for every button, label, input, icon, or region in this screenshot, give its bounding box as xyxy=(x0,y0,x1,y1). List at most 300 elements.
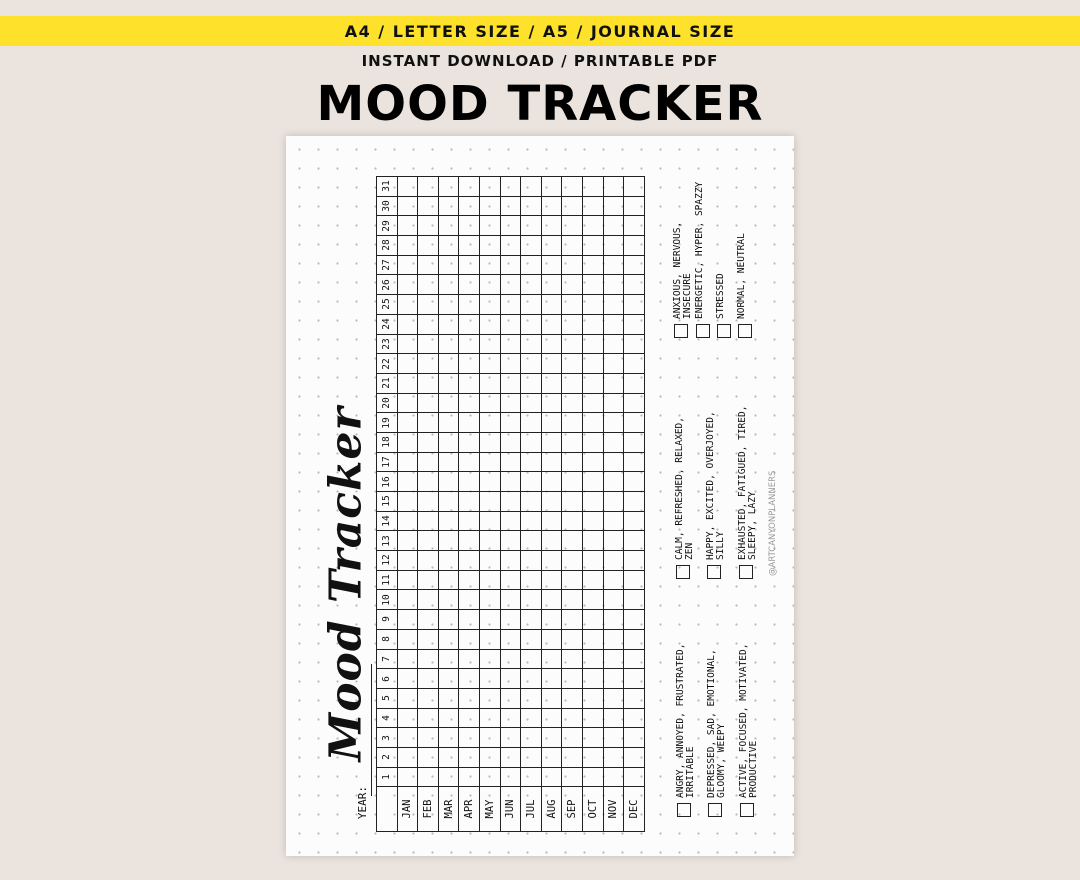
mood-cell[interactable] xyxy=(541,452,562,472)
mood-cell[interactable] xyxy=(582,295,603,315)
mood-cell[interactable] xyxy=(418,688,439,708)
mood-cell[interactable] xyxy=(582,452,603,472)
mood-cell[interactable] xyxy=(521,432,542,452)
mood-cell[interactable] xyxy=(624,452,645,472)
mood-cell[interactable] xyxy=(479,373,500,393)
mood-cell[interactable] xyxy=(562,196,583,216)
mood-cell[interactable] xyxy=(541,708,562,728)
mood-cell[interactable] xyxy=(418,590,439,610)
mood-cell[interactable] xyxy=(479,177,500,197)
mood-cell[interactable] xyxy=(418,610,439,630)
mood-cell[interactable] xyxy=(582,236,603,256)
mood-cell[interactable] xyxy=(438,688,459,708)
mood-checkbox[interactable] xyxy=(738,324,752,338)
mood-cell[interactable] xyxy=(541,413,562,433)
mood-cell[interactable] xyxy=(541,314,562,334)
mood-cell[interactable] xyxy=(582,314,603,334)
mood-cell[interactable] xyxy=(541,275,562,295)
mood-cell[interactable] xyxy=(479,393,500,413)
mood-cell[interactable] xyxy=(418,354,439,374)
mood-cell[interactable] xyxy=(521,452,542,472)
mood-cell[interactable] xyxy=(582,216,603,236)
mood-checkbox[interactable] xyxy=(696,324,710,338)
mood-cell[interactable] xyxy=(562,432,583,452)
mood-cell[interactable] xyxy=(603,590,624,610)
mood-cell[interactable] xyxy=(438,275,459,295)
mood-cell[interactable] xyxy=(418,551,439,571)
mood-cell[interactable] xyxy=(479,531,500,551)
mood-cell[interactable] xyxy=(521,767,542,787)
mood-cell[interactable] xyxy=(500,629,521,649)
mood-cell[interactable] xyxy=(397,354,418,374)
mood-cell[interactable] xyxy=(500,767,521,787)
mood-cell[interactable] xyxy=(418,629,439,649)
mood-cell[interactable] xyxy=(603,413,624,433)
mood-cell[interactable] xyxy=(459,432,480,452)
mood-cell[interactable] xyxy=(541,432,562,452)
mood-cell[interactable] xyxy=(459,669,480,689)
mood-cell[interactable] xyxy=(562,177,583,197)
mood-cell[interactable] xyxy=(624,432,645,452)
mood-cell[interactable] xyxy=(438,531,459,551)
mood-cell[interactable] xyxy=(459,610,480,630)
mood-cell[interactable] xyxy=(582,373,603,393)
mood-cell[interactable] xyxy=(603,708,624,728)
mood-checkbox[interactable] xyxy=(707,565,721,579)
mood-cell[interactable] xyxy=(562,255,583,275)
mood-cell[interactable] xyxy=(624,747,645,767)
mood-cell[interactable] xyxy=(603,314,624,334)
mood-cell[interactable] xyxy=(541,472,562,492)
mood-cell[interactable] xyxy=(603,669,624,689)
mood-cell[interactable] xyxy=(500,334,521,354)
mood-cell[interactable] xyxy=(541,688,562,708)
mood-cell[interactable] xyxy=(521,196,542,216)
mood-cell[interactable] xyxy=(418,747,439,767)
mood-cell[interactable] xyxy=(479,275,500,295)
mood-cell[interactable] xyxy=(562,472,583,492)
mood-checkbox[interactable] xyxy=(708,803,722,817)
mood-cell[interactable] xyxy=(562,610,583,630)
mood-cell[interactable] xyxy=(397,551,418,571)
mood-cell[interactable] xyxy=(603,747,624,767)
mood-cell[interactable] xyxy=(397,255,418,275)
mood-cell[interactable] xyxy=(624,728,645,748)
mood-cell[interactable] xyxy=(479,610,500,630)
mood-cell[interactable] xyxy=(562,649,583,669)
mood-cell[interactable] xyxy=(521,570,542,590)
mood-cell[interactable] xyxy=(521,590,542,610)
mood-cell[interactable] xyxy=(500,669,521,689)
mood-cell[interactable] xyxy=(459,688,480,708)
mood-cell[interactable] xyxy=(541,610,562,630)
mood-cell[interactable] xyxy=(438,728,459,748)
mood-cell[interactable] xyxy=(438,196,459,216)
mood-cell[interactable] xyxy=(582,708,603,728)
mood-cell[interactable] xyxy=(603,472,624,492)
mood-cell[interactable] xyxy=(500,314,521,334)
mood-cell[interactable] xyxy=(418,216,439,236)
mood-cell[interactable] xyxy=(500,413,521,433)
mood-cell[interactable] xyxy=(541,511,562,531)
mood-cell[interactable] xyxy=(582,275,603,295)
mood-cell[interactable] xyxy=(459,236,480,256)
mood-cell[interactable] xyxy=(500,393,521,413)
mood-cell[interactable] xyxy=(459,452,480,472)
mood-cell[interactable] xyxy=(562,531,583,551)
mood-cell[interactable] xyxy=(479,708,500,728)
mood-cell[interactable] xyxy=(562,492,583,512)
mood-cell[interactable] xyxy=(603,275,624,295)
mood-cell[interactable] xyxy=(624,688,645,708)
mood-cell[interactable] xyxy=(438,629,459,649)
mood-cell[interactable] xyxy=(541,354,562,374)
mood-cell[interactable] xyxy=(438,314,459,334)
mood-checkbox[interactable] xyxy=(717,324,731,338)
mood-cell[interactable] xyxy=(541,531,562,551)
mood-cell[interactable] xyxy=(521,236,542,256)
mood-cell[interactable] xyxy=(459,295,480,315)
mood-cell[interactable] xyxy=(521,629,542,649)
mood-cell[interactable] xyxy=(500,275,521,295)
mood-cell[interactable] xyxy=(438,492,459,512)
mood-cell[interactable] xyxy=(603,373,624,393)
mood-cell[interactable] xyxy=(479,551,500,571)
mood-cell[interactable] xyxy=(603,570,624,590)
mood-cell[interactable] xyxy=(479,688,500,708)
mood-cell[interactable] xyxy=(418,767,439,787)
mood-cell[interactable] xyxy=(603,354,624,374)
mood-cell[interactable] xyxy=(438,472,459,492)
mood-cell[interactable] xyxy=(500,177,521,197)
mood-cell[interactable] xyxy=(479,413,500,433)
mood-cell[interactable] xyxy=(438,590,459,610)
mood-cell[interactable] xyxy=(397,472,418,492)
mood-cell[interactable] xyxy=(603,649,624,669)
mood-cell[interactable] xyxy=(603,432,624,452)
mood-cell[interactable] xyxy=(541,767,562,787)
mood-cell[interactable] xyxy=(397,610,418,630)
mood-cell[interactable] xyxy=(582,472,603,492)
mood-cell[interactable] xyxy=(397,747,418,767)
mood-cell[interactable] xyxy=(459,196,480,216)
mood-cell[interactable] xyxy=(562,728,583,748)
mood-cell[interactable] xyxy=(582,767,603,787)
mood-cell[interactable] xyxy=(541,629,562,649)
mood-cell[interactable] xyxy=(541,255,562,275)
mood-cell[interactable] xyxy=(479,629,500,649)
mood-cell[interactable] xyxy=(562,629,583,649)
mood-cell[interactable] xyxy=(562,708,583,728)
mood-cell[interactable] xyxy=(418,669,439,689)
mood-cell[interactable] xyxy=(418,393,439,413)
mood-cell[interactable] xyxy=(521,728,542,748)
mood-cell[interactable] xyxy=(459,570,480,590)
mood-cell[interactable] xyxy=(603,216,624,236)
mood-cell[interactable] xyxy=(438,708,459,728)
mood-cell[interactable] xyxy=(459,728,480,748)
mood-cell[interactable] xyxy=(624,551,645,571)
mood-cell[interactable] xyxy=(479,472,500,492)
mood-checkbox[interactable] xyxy=(740,803,754,817)
mood-cell[interactable] xyxy=(500,432,521,452)
mood-cell[interactable] xyxy=(418,531,439,551)
mood-cell[interactable] xyxy=(624,472,645,492)
mood-cell[interactable] xyxy=(438,216,459,236)
mood-cell[interactable] xyxy=(438,649,459,669)
mood-cell[interactable] xyxy=(397,669,418,689)
mood-cell[interactable] xyxy=(459,531,480,551)
mood-cell[interactable] xyxy=(562,590,583,610)
mood-cell[interactable] xyxy=(582,570,603,590)
mood-cell[interactable] xyxy=(624,413,645,433)
mood-cell[interactable] xyxy=(521,610,542,630)
mood-cell[interactable] xyxy=(541,295,562,315)
mood-cell[interactable] xyxy=(418,413,439,433)
mood-cell[interactable] xyxy=(500,295,521,315)
mood-cell[interactable] xyxy=(603,728,624,748)
mood-cell[interactable] xyxy=(562,373,583,393)
mood-cell[interactable] xyxy=(438,610,459,630)
mood-cell[interactable] xyxy=(418,236,439,256)
mood-cell[interactable] xyxy=(397,452,418,472)
mood-cell[interactable] xyxy=(624,255,645,275)
mood-cell[interactable] xyxy=(459,177,480,197)
mood-cell[interactable] xyxy=(521,354,542,374)
mood-cell[interactable] xyxy=(438,393,459,413)
mood-cell[interactable] xyxy=(397,649,418,669)
mood-cell[interactable] xyxy=(624,570,645,590)
mood-cell[interactable] xyxy=(500,354,521,374)
mood-cell[interactable] xyxy=(624,236,645,256)
mood-cell[interactable] xyxy=(500,708,521,728)
mood-cell[interactable] xyxy=(562,354,583,374)
mood-cell[interactable] xyxy=(479,295,500,315)
mood-cell[interactable] xyxy=(624,531,645,551)
mood-cell[interactable] xyxy=(624,295,645,315)
mood-cell[interactable] xyxy=(582,688,603,708)
mood-cell[interactable] xyxy=(479,728,500,748)
mood-cell[interactable] xyxy=(562,295,583,315)
mood-cell[interactable] xyxy=(500,551,521,571)
mood-cell[interactable] xyxy=(541,196,562,216)
mood-cell[interactable] xyxy=(624,511,645,531)
mood-cell[interactable] xyxy=(562,511,583,531)
mood-cell[interactable] xyxy=(521,255,542,275)
mood-cell[interactable] xyxy=(624,393,645,413)
mood-cell[interactable] xyxy=(521,649,542,669)
mood-cell[interactable] xyxy=(582,432,603,452)
mood-cell[interactable] xyxy=(541,728,562,748)
mood-cell[interactable] xyxy=(438,354,459,374)
mood-cell[interactable] xyxy=(521,393,542,413)
mood-cell[interactable] xyxy=(418,649,439,669)
mood-cell[interactable] xyxy=(479,334,500,354)
mood-cell[interactable] xyxy=(397,432,418,452)
mood-cell[interactable] xyxy=(521,216,542,236)
mood-cell[interactable] xyxy=(562,669,583,689)
mood-cell[interactable] xyxy=(500,590,521,610)
mood-cell[interactable] xyxy=(582,393,603,413)
mood-cell[interactable] xyxy=(397,767,418,787)
mood-cell[interactable] xyxy=(459,354,480,374)
mood-cell[interactable] xyxy=(397,590,418,610)
mood-cell[interactable] xyxy=(397,314,418,334)
mood-checkbox[interactable] xyxy=(677,803,691,817)
mood-cell[interactable] xyxy=(624,354,645,374)
mood-cell[interactable] xyxy=(459,255,480,275)
mood-cell[interactable] xyxy=(397,570,418,590)
mood-cell[interactable] xyxy=(397,728,418,748)
mood-cell[interactable] xyxy=(521,275,542,295)
mood-cell[interactable] xyxy=(500,492,521,512)
mood-cell[interactable] xyxy=(521,472,542,492)
mood-cell[interactable] xyxy=(418,728,439,748)
mood-cell[interactable] xyxy=(459,216,480,236)
mood-checkbox[interactable] xyxy=(676,565,690,579)
mood-cell[interactable] xyxy=(582,196,603,216)
mood-cell[interactable] xyxy=(479,669,500,689)
mood-cell[interactable] xyxy=(438,177,459,197)
mood-cell[interactable] xyxy=(624,275,645,295)
mood-cell[interactable] xyxy=(500,236,521,256)
mood-cell[interactable] xyxy=(500,255,521,275)
mood-cell[interactable] xyxy=(438,295,459,315)
mood-cell[interactable] xyxy=(479,649,500,669)
mood-cell[interactable] xyxy=(582,531,603,551)
mood-cell[interactable] xyxy=(397,275,418,295)
mood-cell[interactable] xyxy=(418,255,439,275)
mood-cell[interactable] xyxy=(397,413,418,433)
mood-cell[interactable] xyxy=(624,610,645,630)
mood-cell[interactable] xyxy=(479,570,500,590)
mood-cell[interactable] xyxy=(438,551,459,571)
mood-cell[interactable] xyxy=(603,452,624,472)
mood-cell[interactable] xyxy=(397,295,418,315)
mood-cell[interactable] xyxy=(562,413,583,433)
mood-cell[interactable] xyxy=(479,236,500,256)
mood-cell[interactable] xyxy=(582,610,603,630)
mood-cell[interactable] xyxy=(397,393,418,413)
mood-cell[interactable] xyxy=(418,373,439,393)
mood-cell[interactable] xyxy=(438,236,459,256)
mood-cell[interactable] xyxy=(603,196,624,216)
mood-cell[interactable] xyxy=(438,511,459,531)
mood-cell[interactable] xyxy=(603,177,624,197)
mood-cell[interactable] xyxy=(479,492,500,512)
mood-cell[interactable] xyxy=(500,747,521,767)
mood-cell[interactable] xyxy=(562,570,583,590)
mood-cell[interactable] xyxy=(541,570,562,590)
mood-cell[interactable] xyxy=(541,216,562,236)
mood-cell[interactable] xyxy=(500,610,521,630)
mood-cell[interactable] xyxy=(521,688,542,708)
mood-cell[interactable] xyxy=(479,354,500,374)
mood-cell[interactable] xyxy=(397,708,418,728)
mood-cell[interactable] xyxy=(500,728,521,748)
mood-cell[interactable] xyxy=(459,747,480,767)
mood-cell[interactable] xyxy=(397,492,418,512)
mood-cell[interactable] xyxy=(562,551,583,571)
mood-cell[interactable] xyxy=(397,511,418,531)
mood-cell[interactable] xyxy=(397,236,418,256)
mood-cell[interactable] xyxy=(438,334,459,354)
mood-cell[interactable] xyxy=(418,570,439,590)
mood-cell[interactable] xyxy=(397,688,418,708)
mood-cell[interactable] xyxy=(500,472,521,492)
mood-cell[interactable] xyxy=(624,373,645,393)
mood-checkbox[interactable] xyxy=(674,324,688,338)
mood-cell[interactable] xyxy=(459,590,480,610)
mood-cell[interactable] xyxy=(624,590,645,610)
mood-cell[interactable] xyxy=(582,669,603,689)
mood-cell[interactable] xyxy=(603,767,624,787)
mood-checkbox[interactable] xyxy=(739,565,753,579)
mood-cell[interactable] xyxy=(418,334,439,354)
mood-cell[interactable] xyxy=(582,354,603,374)
mood-cell[interactable] xyxy=(521,295,542,315)
mood-cell[interactable] xyxy=(624,216,645,236)
mood-cell[interactable] xyxy=(500,373,521,393)
mood-cell[interactable] xyxy=(562,767,583,787)
mood-cell[interactable] xyxy=(521,708,542,728)
mood-cell[interactable] xyxy=(459,649,480,669)
mood-cell[interactable] xyxy=(459,275,480,295)
mood-cell[interactable] xyxy=(459,708,480,728)
mood-cell[interactable] xyxy=(582,551,603,571)
mood-cell[interactable] xyxy=(562,393,583,413)
mood-cell[interactable] xyxy=(624,177,645,197)
mood-cell[interactable] xyxy=(521,334,542,354)
mood-cell[interactable] xyxy=(624,708,645,728)
mood-cell[interactable] xyxy=(438,413,459,433)
mood-cell[interactable] xyxy=(500,511,521,531)
mood-cell[interactable] xyxy=(500,452,521,472)
mood-cell[interactable] xyxy=(438,255,459,275)
mood-cell[interactable] xyxy=(541,551,562,571)
mood-cell[interactable] xyxy=(500,216,521,236)
mood-cell[interactable] xyxy=(459,511,480,531)
mood-cell[interactable] xyxy=(459,551,480,571)
mood-cell[interactable] xyxy=(418,708,439,728)
mood-cell[interactable] xyxy=(397,629,418,649)
mood-cell[interactable] xyxy=(459,767,480,787)
mood-cell[interactable] xyxy=(582,255,603,275)
mood-cell[interactable] xyxy=(624,669,645,689)
mood-cell[interactable] xyxy=(582,590,603,610)
mood-cell[interactable] xyxy=(438,767,459,787)
mood-cell[interactable] xyxy=(562,688,583,708)
mood-cell[interactable] xyxy=(438,669,459,689)
mood-cell[interactable] xyxy=(479,767,500,787)
mood-cell[interactable] xyxy=(624,649,645,669)
mood-cell[interactable] xyxy=(459,472,480,492)
mood-cell[interactable] xyxy=(562,216,583,236)
mood-cell[interactable] xyxy=(521,669,542,689)
mood-cell[interactable] xyxy=(541,373,562,393)
mood-cell[interactable] xyxy=(418,314,439,334)
mood-cell[interactable] xyxy=(541,393,562,413)
mood-cell[interactable] xyxy=(479,747,500,767)
mood-cell[interactable] xyxy=(459,413,480,433)
mood-cell[interactable] xyxy=(500,196,521,216)
mood-cell[interactable] xyxy=(479,452,500,472)
mood-cell[interactable] xyxy=(459,334,480,354)
mood-cell[interactable] xyxy=(562,334,583,354)
mood-cell[interactable] xyxy=(521,492,542,512)
mood-cell[interactable] xyxy=(603,610,624,630)
mood-cell[interactable] xyxy=(521,511,542,531)
